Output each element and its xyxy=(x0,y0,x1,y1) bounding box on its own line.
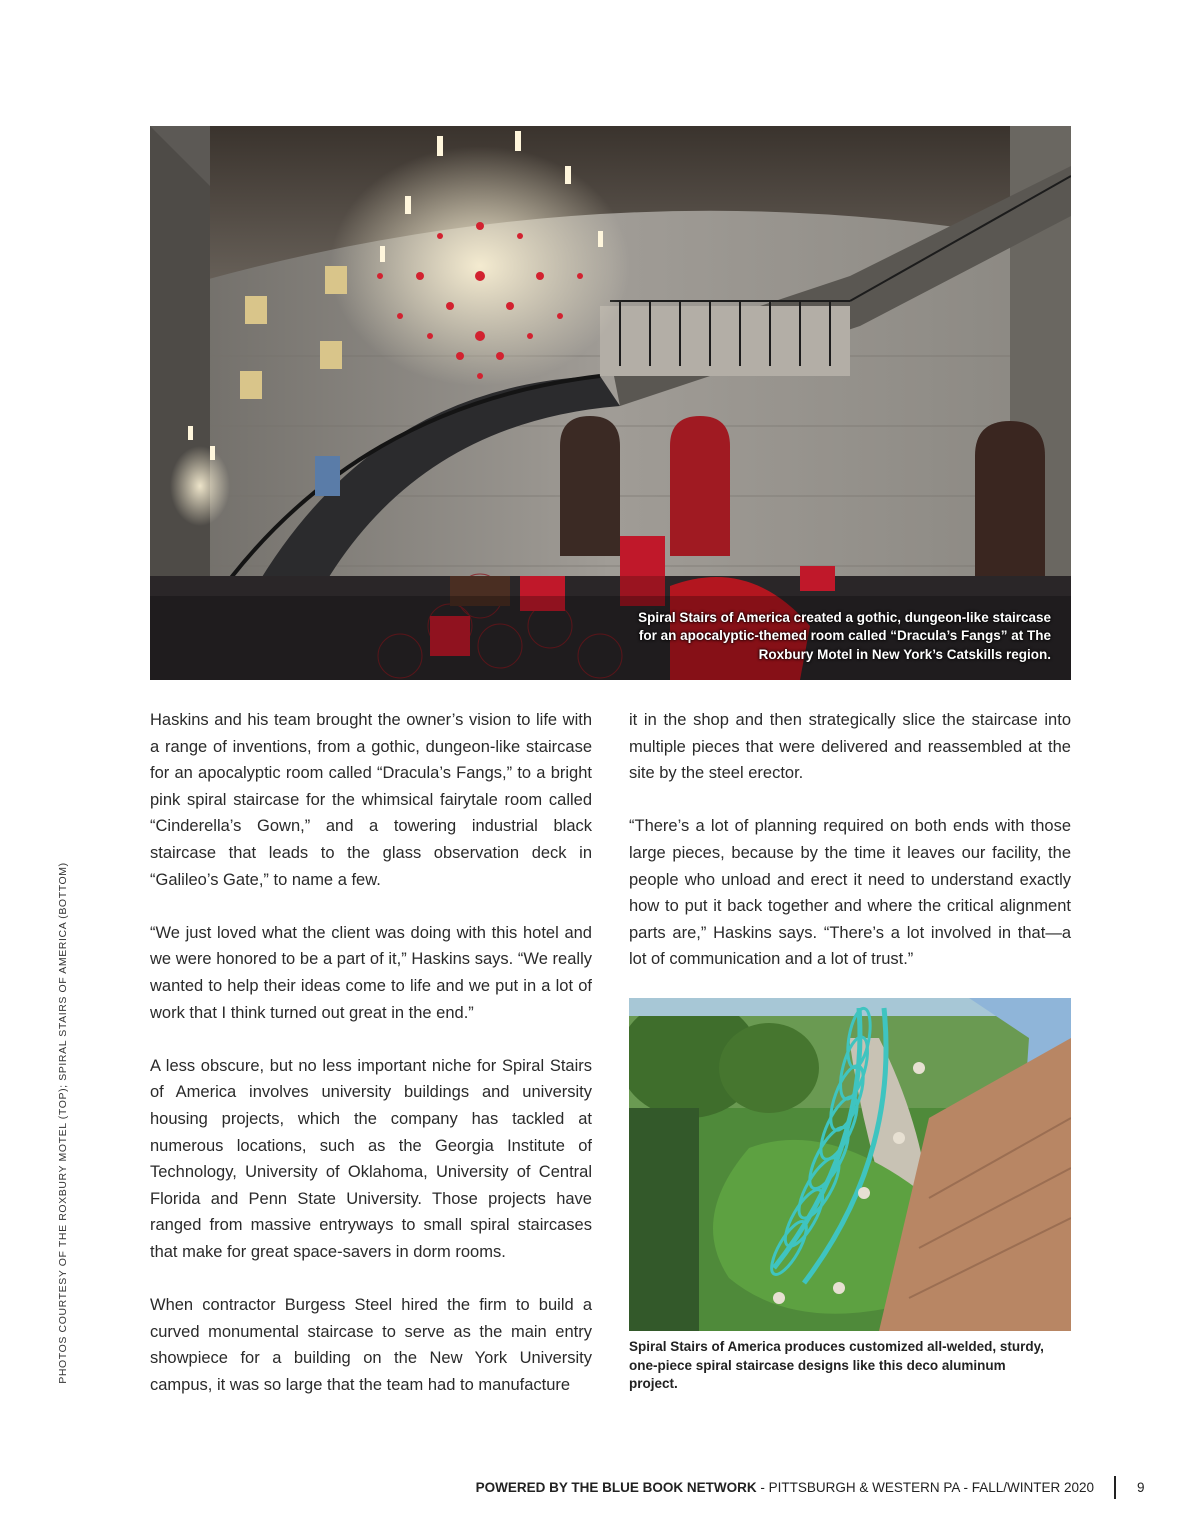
article-paragraph: When contractor Burgess Steel hired the firm to build a curved monumental staircase to serve as the main entry showpiece for a building on the New York University campus, it was so large that the team had to manufacture xyxy=(150,1296,592,1394)
footer-brand: POWERED BY THE BLUE BOOK NETWORK xyxy=(475,1480,757,1495)
bottom-photo xyxy=(629,998,1071,1331)
teal-staircase-image xyxy=(629,998,1071,1331)
footer-divider xyxy=(1114,1476,1116,1499)
top-photo xyxy=(150,126,1071,680)
article-paragraph: “We just loved what the client was doing with this hotel and we were honored to be a part of it,” Haskins says. “We really wanted to help their ideas come to life and we put in a lot of work that I think turned out great in the end.” xyxy=(150,923,592,1022)
article-paragraph: A less obscure, but no less important niche for Spiral Stairs of America involves university buildings and university housing projects, which the company has tackled at numerous locations, such as the Georgia Institute of Technology, University of Oklahoma, University of Central Florida and Penn State University. Those projects have ranged from massive entryways to small spiral staircases that make for great space-savers in dorm rooms. xyxy=(150,1056,592,1261)
article-paragraph: it in the shop and then strategically slice the staircase into multiple pieces that were delivered and reassembled at the site by the steel erector. xyxy=(629,711,1071,783)
footer-edition: - PITTSBURGH & WESTERN PA - FALL/WINTER 2020 xyxy=(756,1480,1094,1495)
article-right-column xyxy=(629,707,1071,1000)
dracula-room-image xyxy=(150,126,1071,680)
page-number: 9 xyxy=(1137,1480,1145,1495)
article-paragraph: Haskins and his team brought the owner’s vision to life with a range of inventions, from a gothic, dungeon-like staircase for an apocalyptic room called “Dracula’s Fangs,” to a bright pink spiral staircase for the whimsical fairytale room called “Cinderella’s Gown,” and a towering industrial black staircase that leads to the glass observation deck in “Galileo’s Gate,” to name a few. xyxy=(150,711,592,889)
photo-credit: PHOTOS COURTESY OF THE ROXBURY MOTEL (TOP); SPIRAL STAIRS OF AMERICA (BOTTOM) xyxy=(57,862,69,1384)
footer xyxy=(476,1478,1094,1498)
article-paragraph: “There’s a lot of planning required on both ends with those large pieces, because by the time it leaves our facility, the people who unload and erect it need to understand exactly how to put it back together and where the critical alignment parts are,” Haskins says. “There’s a lot involved in that—a lot of communication and a lot of trust.” xyxy=(629,817,1071,969)
bottom-photo-caption: Spiral Stairs of America produces customized all-welded, sturdy, one-piece spiral staircase designs like this deco aluminum project. xyxy=(629,1339,1044,1391)
top-photo-caption: Spiral Stairs of America created a gothic, dungeon-like staircase for an apocalyptic-themed room called “Dracula’s Fangs” at The Roxbury Motel in New York’s Catskills region. xyxy=(638,609,1051,662)
article-left-column xyxy=(150,707,592,1425)
